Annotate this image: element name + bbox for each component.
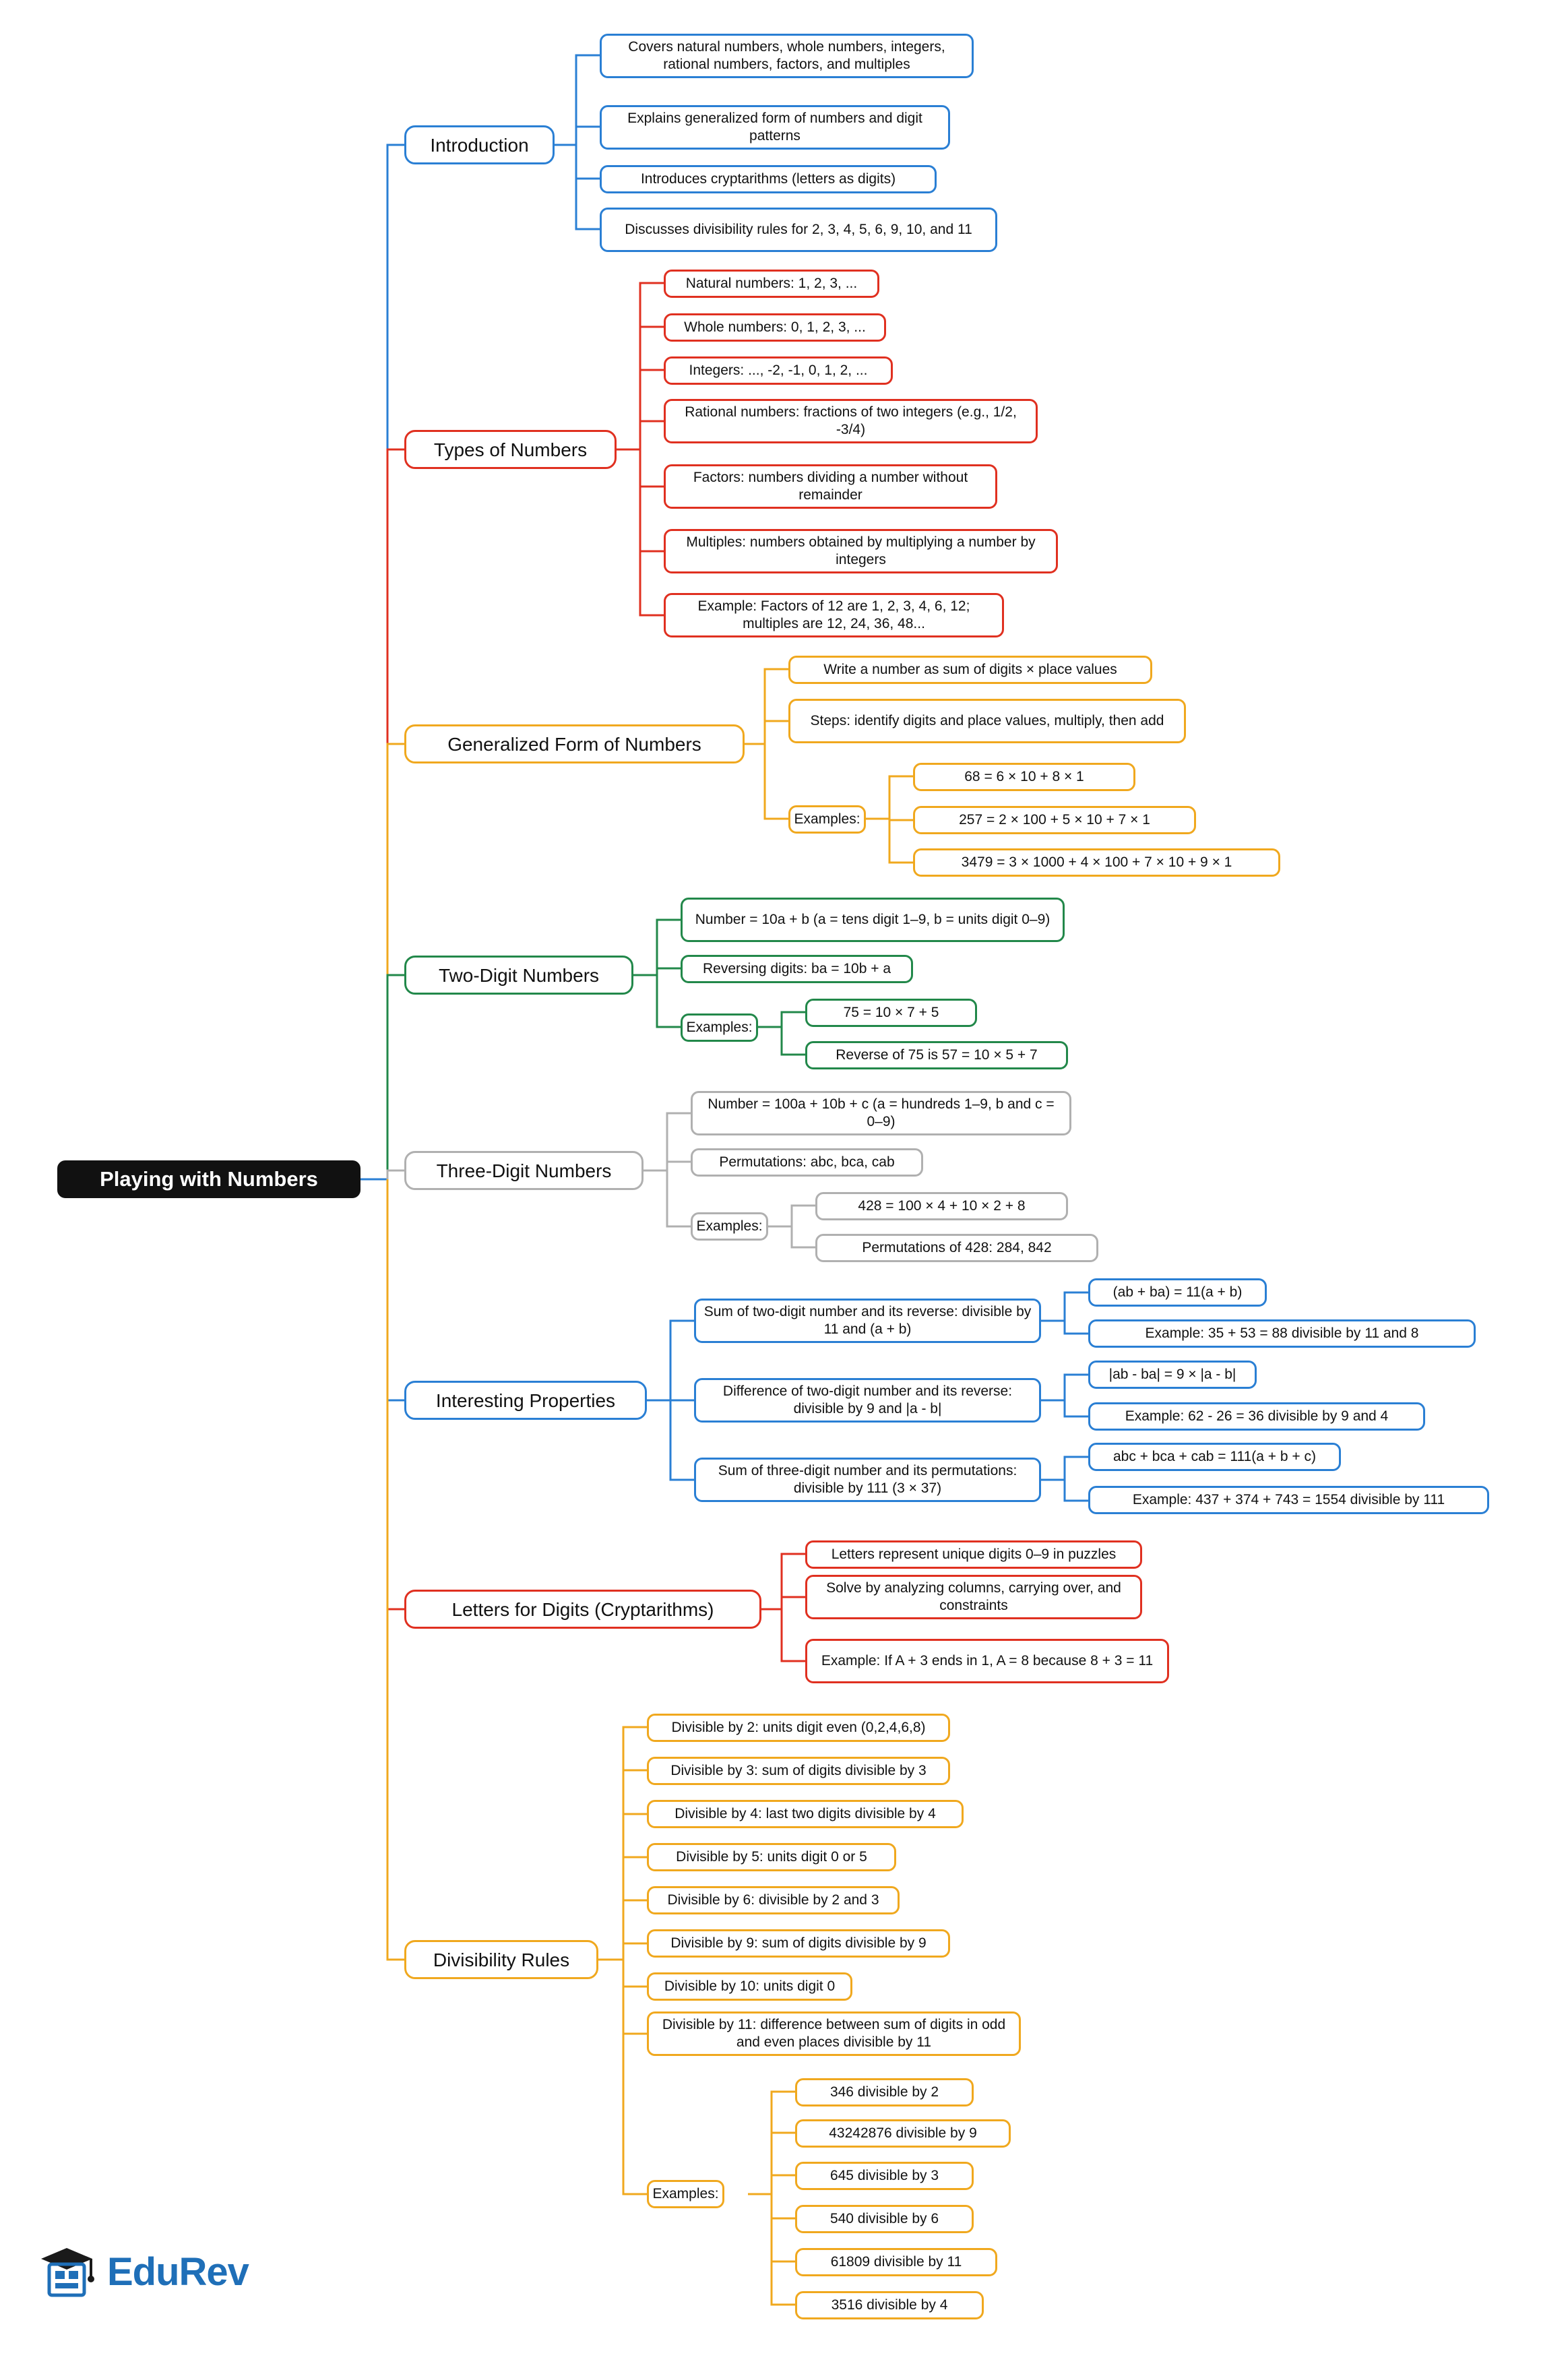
leaf-item[interactable]: Reverse of 75 is 57 = 10 × 5 + 7: [805, 1041, 1068, 1069]
leaf-item[interactable]: Covers natural numbers, whole numbers, integers, rational numbers, factors, and multiples: [600, 34, 974, 78]
leaf-item[interactable]: Factors: numbers dividing a number without remainder: [664, 464, 997, 509]
leaf-item[interactable]: Example: If A + 3 ends in 1, A = 8 because 8 + 3 = 11: [805, 1639, 1169, 1683]
leaf-item[interactable]: 257 = 2 × 100 + 5 × 10 + 7 × 1: [913, 806, 1196, 834]
branch-letters-for-digits[interactable]: Letters for Digits (Cryptarithms): [404, 1590, 761, 1629]
leaf-item[interactable]: 645 divisible by 3: [795, 2162, 974, 2190]
leaf-item[interactable]: Examples:: [691, 1212, 768, 1241]
branch-introduction[interactable]: Introduction: [404, 125, 555, 164]
leaf-item[interactable]: Reversing digits: ba = 10b + a: [681, 955, 913, 983]
branch-divisibility-rules[interactable]: Divisibility Rules: [404, 1940, 598, 1979]
root-node[interactable]: Playing with Numbers: [57, 1160, 360, 1198]
leaf-item[interactable]: Write a number as sum of digits × place values: [788, 656, 1152, 684]
leaf-item[interactable]: Difference of two-digit number and its reverse: divisible by 9 and |a - b|: [694, 1378, 1041, 1423]
leaf-item[interactable]: Example: 62 - 26 = 36 divisible by 9 and 4: [1088, 1402, 1425, 1431]
leaf-item[interactable]: Example: 35 + 53 = 88 divisible by 11 and 8: [1088, 1319, 1476, 1348]
graduation-cap-icon: [37, 2244, 98, 2299]
leaf-item[interactable]: Permutations: abc, bca, cab: [691, 1148, 923, 1177]
leaf-item[interactable]: Multiples: numbers obtained by multiplying a number by integers: [664, 529, 1058, 573]
leaf-item[interactable]: Sum of three-digit number and its permutations: divisible by 111 (3 × 37): [694, 1458, 1041, 1502]
branch-two-digit-numbers[interactable]: Two-Digit Numbers: [404, 956, 633, 995]
leaf-item[interactable]: Divisible by 10: units digit 0: [647, 1972, 852, 2001]
leaf-item[interactable]: Rational numbers: fractions of two integers (e.g., 1/2, -3/4): [664, 399, 1038, 443]
leaf-item[interactable]: Solve by analyzing columns, carrying over, and constraints: [805, 1575, 1142, 1619]
leaf-item[interactable]: 75 = 10 × 7 + 5: [805, 999, 977, 1027]
leaf-item[interactable]: Examples:: [788, 805, 866, 834]
branch-generalized-form[interactable]: Generalized Form of Numbers: [404, 724, 745, 763]
leaf-item[interactable]: Example: 437 + 374 + 743 = 1554 divisible by 111: [1088, 1486, 1489, 1514]
leaf-item[interactable]: Letters represent unique digits 0–9 in puzzles: [805, 1540, 1142, 1569]
leaf-item[interactable]: Number = 100a + 10b + c (a = hundreds 1–9, b and c = 0–9): [691, 1091, 1071, 1135]
leaf-item[interactable]: Divisible by 5: units digit 0 or 5: [647, 1843, 896, 1871]
leaf-item[interactable]: 61809 divisible by 11: [795, 2248, 997, 2276]
branch-types-of-numbers[interactable]: Types of Numbers: [404, 430, 617, 469]
leaf-item[interactable]: 540 divisible by 6: [795, 2205, 974, 2233]
leaf-item[interactable]: abc + bca + cab = 111(a + b + c): [1088, 1443, 1341, 1471]
edurev-logo: [37, 2244, 249, 2299]
leaf-item[interactable]: Explains generalized form of numbers and digit patterns: [600, 105, 950, 150]
leaf-item[interactable]: Steps: identify digits and place values, multiply, then add: [788, 699, 1186, 743]
leaf-item[interactable]: (ab + ba) = 11(a + b): [1088, 1278, 1267, 1307]
leaf-item[interactable]: Permutations of 428: 284, 842: [815, 1234, 1098, 1262]
leaf-item[interactable]: 3516 divisible by 4: [795, 2291, 984, 2319]
leaf-item[interactable]: 3479 = 3 × 1000 + 4 × 100 + 7 × 10 + 9 × 1: [913, 848, 1280, 877]
leaf-item[interactable]: Divisible by 4: last two digits divisible by 4: [647, 1800, 964, 1828]
leaf-item[interactable]: Divisible by 2: units digit even (0,2,4,6,8): [647, 1714, 950, 1742]
branch-interesting-properties[interactable]: Interesting Properties: [404, 1381, 647, 1420]
leaf-item[interactable]: Divisible by 3: sum of digits divisible by 3: [647, 1757, 950, 1785]
leaf-item[interactable]: Introduces cryptarithms (letters as digits): [600, 165, 937, 193]
leaf-item[interactable]: Integers: ..., -2, -1, 0, 1, 2, ...: [664, 356, 893, 385]
leaf-item[interactable]: 428 = 100 × 4 + 10 × 2 + 8: [815, 1192, 1068, 1220]
leaf-item[interactable]: Divisible by 9: sum of digits divisible by 9: [647, 1929, 950, 1958]
leaf-item[interactable]: |ab - ba| = 9 × |a - b|: [1088, 1361, 1257, 1389]
leaf-item[interactable]: Examples:: [647, 2180, 724, 2208]
leaf-item[interactable]: Sum of two-digit number and its reverse: divisible by 11 and (a + b): [694, 1299, 1041, 1343]
leaf-item[interactable]: 43242876 divisible by 9: [795, 2119, 1011, 2148]
leaf-item[interactable]: Divisible by 11: difference between sum of digits in odd and even places divisible by 11: [647, 2011, 1021, 2056]
logo-text: EduRev: [107, 2249, 249, 2294]
leaf-item[interactable]: 346 divisible by 2: [795, 2078, 974, 2106]
leaf-item[interactable]: 68 = 6 × 10 + 8 × 1: [913, 763, 1135, 791]
branch-three-digit-numbers[interactable]: Three-Digit Numbers: [404, 1151, 644, 1190]
leaf-item[interactable]: Examples:: [681, 1013, 758, 1042]
leaf-item[interactable]: Example: Factors of 12 are 1, 2, 3, 4, 6, 12; multiples are 12, 24, 36, 48...: [664, 593, 1004, 637]
leaf-item[interactable]: Divisible by 6: divisible by 2 and 3: [647, 1886, 900, 1914]
leaf-item[interactable]: Whole numbers: 0, 1, 2, 3, ...: [664, 313, 886, 342]
leaf-item[interactable]: Number = 10a + b (a = tens digit 1–9, b = units digit 0–9): [681, 898, 1065, 942]
leaf-item[interactable]: Natural numbers: 1, 2, 3, ...: [664, 270, 879, 298]
leaf-item[interactable]: Discusses divisibility rules for 2, 3, 4, 5, 6, 9, 10, and 11: [600, 208, 997, 252]
